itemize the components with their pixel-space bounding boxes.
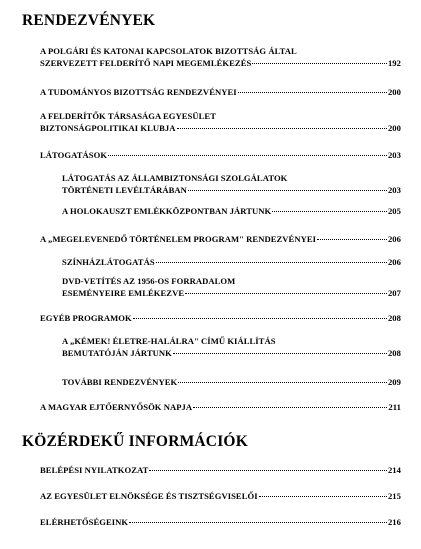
toc-entry-text: SZÍNHÁZLÁTOGATÁS <box>62 257 155 267</box>
dot-leader <box>193 407 387 408</box>
toc-page-number: 208 <box>387 313 401 323</box>
dot-leader <box>149 470 387 471</box>
dot-leader <box>185 293 387 294</box>
toc-entry-text: ELÉRHETŐSÉGEINK <box>40 517 129 527</box>
toc-entry-text: ESEMÉNYEIRE EMLÉKEZVE <box>62 288 185 298</box>
dot-leader <box>238 92 387 93</box>
toc-page-number: 200 <box>387 123 401 133</box>
toc-entry <box>40 110 401 134</box>
toc-page-number: 208 <box>387 348 401 358</box>
toc-entry-text: A „KÉMEK! ÉLETRE-HALÁLRA" CÍMŰ KIÁLLÍTÁS <box>62 336 276 346</box>
toc-entry-text: TÖRTÉNETI LEVÉLTÁRÁBAN <box>62 185 187 195</box>
dot-leader <box>188 190 387 191</box>
toc-entry <box>40 401 401 413</box>
toc-page-number: 200 <box>387 87 401 97</box>
toc-page-number: 206 <box>387 257 401 267</box>
toc-entry-text: LÁTOGATÁSOK <box>40 150 108 160</box>
dot-leader <box>272 211 387 212</box>
toc-entry <box>40 86 401 98</box>
toc-page-number: 206 <box>387 234 401 244</box>
toc-entry <box>62 376 401 388</box>
toc-entry <box>40 312 401 324</box>
toc-entry-text: BEMUTATÓJÁN JÁRTUNK <box>62 348 172 358</box>
toc-page-number: 209 <box>387 377 401 387</box>
toc-entry <box>62 172 401 196</box>
dot-leader <box>133 318 387 319</box>
section-title-kozerdeku-informaciok: KÖZÉRDEKŰ INFORMÁCIÓK <box>22 433 248 450</box>
dot-leader <box>129 522 387 523</box>
toc-page-number: 214 <box>387 465 401 475</box>
toc-entry-text: EGYÉB PROGRAMOK <box>40 313 132 323</box>
toc-entry <box>40 516 401 528</box>
toc-entry-text: A „MEGELEVENEDŐ TÖRTÉNELEM PROGRAM" RENDEZVÉNYEI <box>40 234 317 244</box>
toc-entry-text: DVD-VETÍTÉS AZ 1956-OS FORRADALOM <box>62 276 236 286</box>
toc-entry <box>40 149 401 161</box>
dot-leader <box>317 239 387 240</box>
toc-entry-text: A HOLOKAUSZT EMLÉKKÖZPONTBAN JÁRTUNK <box>62 206 272 216</box>
dot-leader <box>178 382 387 383</box>
toc-entry-text: A FELDERÍTŐK TÁRSASÁGA EGYESÜLET <box>40 111 216 121</box>
dot-leader <box>108 155 387 156</box>
dot-leader <box>177 128 387 129</box>
dot-leader <box>252 63 387 64</box>
toc-page-number: 203 <box>387 185 401 195</box>
toc-entry-text: A TUDOMÁNYOS BIZOTTSÁG RENDEZVÉNYEI <box>40 87 237 97</box>
toc-entry <box>40 490 401 502</box>
dot-leader <box>156 262 387 263</box>
toc-page-number: 211 <box>388 402 401 412</box>
toc-entry-text: AZ EGYESÜLET ELNÖKSÉGE ÉS TISZTSÉGVISELŐI <box>40 491 258 501</box>
toc-page-number: 216 <box>387 517 401 527</box>
toc-entry-text: A POLGÁRI ÉS KATONAI KAPCSOLATOK BIZOTTSÁG ÁLTAL <box>40 46 297 56</box>
toc-entry <box>40 233 401 245</box>
toc-entry-text: SZERVEZETT FELDERÍTŐ NAPI MEGEMLÉKEZÉS <box>40 58 252 68</box>
dot-leader <box>173 353 387 354</box>
section-title-rendezvenyek: RENDEZVÉNYEK <box>22 12 156 29</box>
toc-entry <box>62 335 401 359</box>
toc-page-number: 207 <box>387 288 401 298</box>
toc-entry <box>40 464 401 476</box>
toc-page-number: 215 <box>387 491 401 501</box>
toc-entry-text: TOVÁBBI RENDEZVÉNYEK <box>62 377 178 387</box>
toc-entry <box>62 256 401 268</box>
toc-entry <box>40 45 401 69</box>
dot-leader <box>259 496 387 497</box>
toc-entry-text: BIZTONSÁGPOLITIKAI KLUBJA <box>40 123 176 133</box>
toc-entry-text: BELÉPÉSI NYILATKOZAT <box>40 465 149 475</box>
toc-page-number: 192 <box>387 58 401 68</box>
toc-entry <box>62 205 401 217</box>
toc-entry-text: LÁTOGATÁS AZ ÁLLAMBIZTONSÁGI SZOLGÁLATOK <box>62 173 288 183</box>
toc-entry-text: A MAGYAR EJTŐERNYŐSÖK NAPJA <box>40 402 193 412</box>
toc-page-number: 203 <box>387 150 401 160</box>
toc-page-number: 205 <box>387 206 401 216</box>
toc-entry <box>62 275 401 299</box>
